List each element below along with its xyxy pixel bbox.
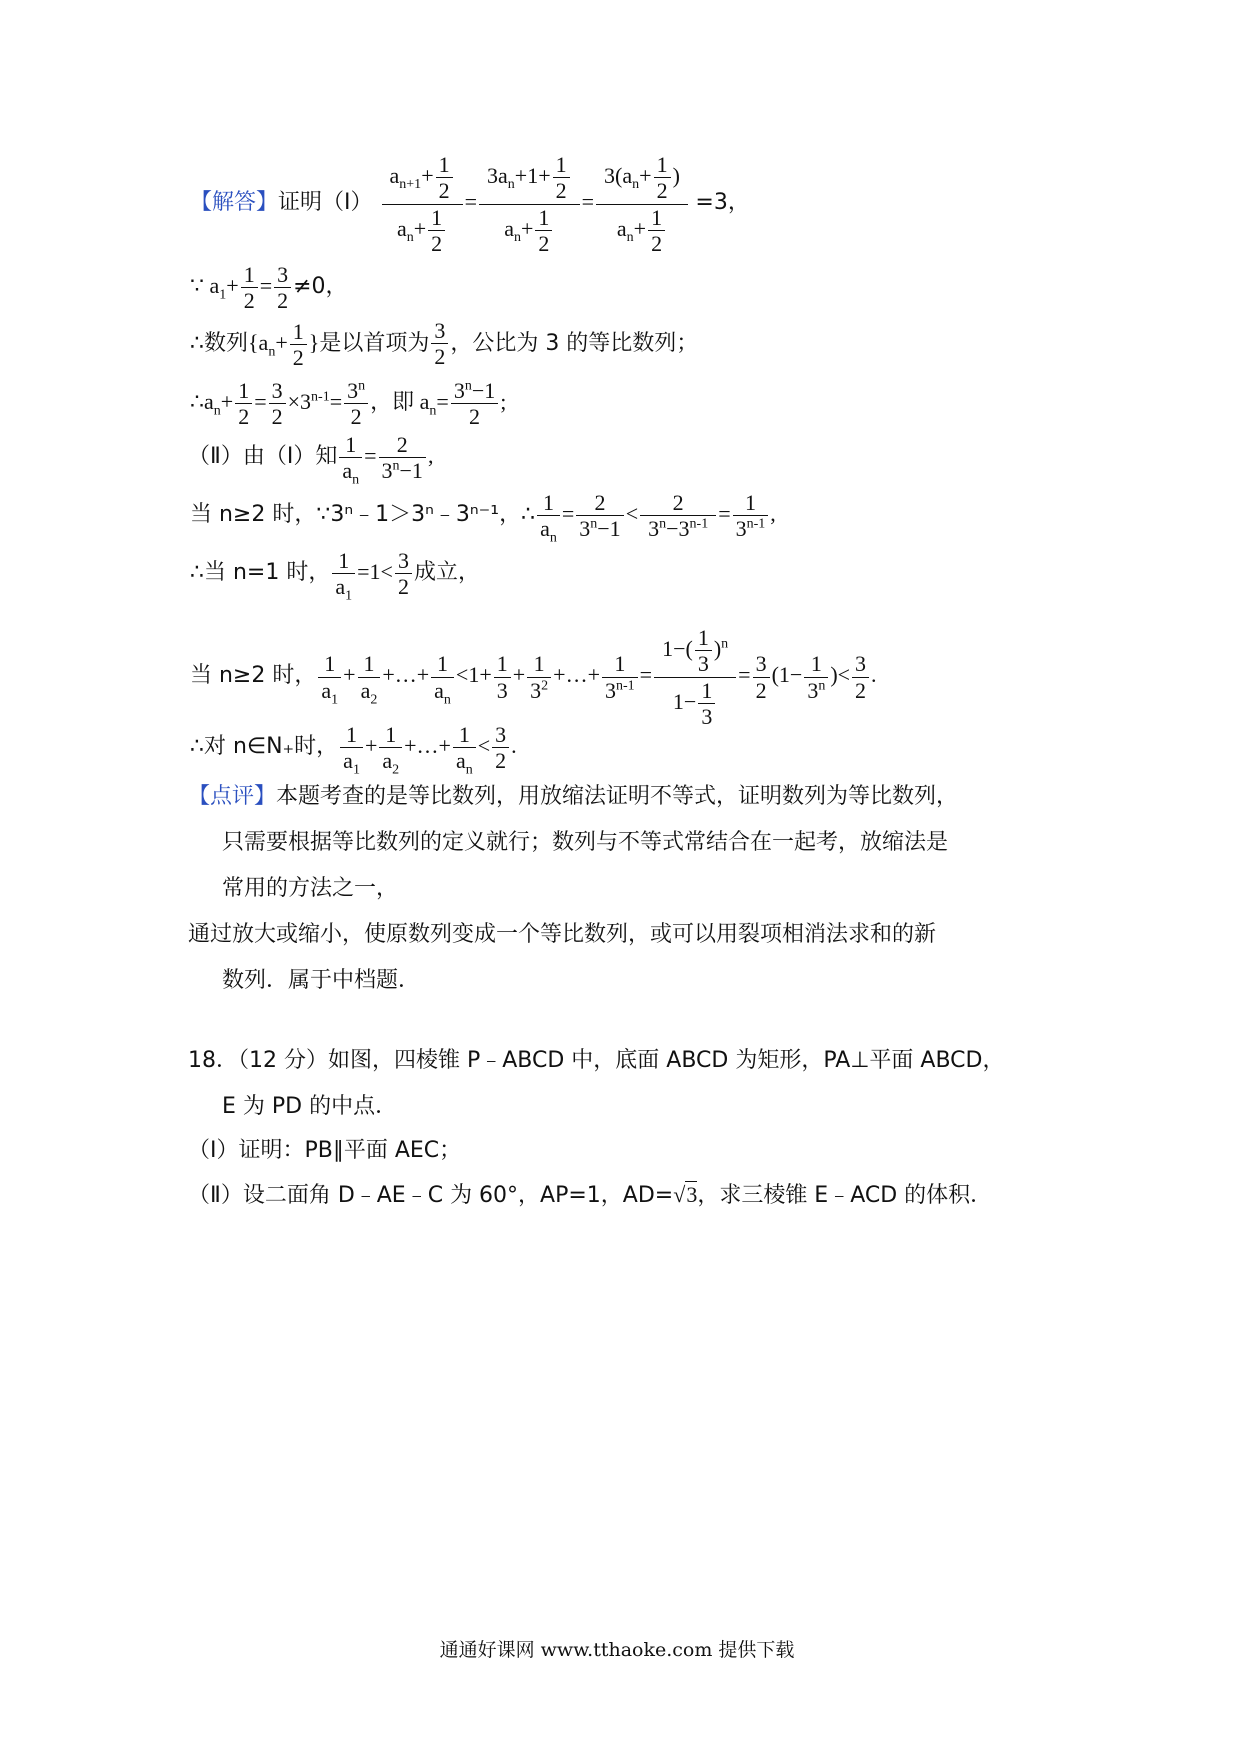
line5-pre: （Ⅱ）由（Ⅰ）知 xyxy=(188,443,338,469)
problem18-line-2: E 为 PD 的中点． xyxy=(222,1094,398,1119)
conclusion-formula: $\frac{1}{a_1}$ + $\frac{1}{a_2}$ +…+ $\frac{1}{a_n}$ < $\frac{3}{2}$ . xyxy=(338,733,516,758)
sqrt-formula: √3 xyxy=(673,1182,698,1207)
line2-tail: ≠0， xyxy=(293,273,348,299)
part2-pre: （Ⅱ）设二面角 D﹣AE﹣C 为 60°，AP=1，AD= xyxy=(188,1183,674,1208)
line3-pre: ∴数列 xyxy=(190,330,248,356)
solution-tag: 【解答】 xyxy=(190,190,279,216)
sum-bound-formula: $\frac{1}{a_1}$ + $\frac{1}{a_2}$ +…+ $\frac{1}{a_n}$ <1+ $\frac{1}{3}$ + $\frac{1}{3^2}$ +…+ $\frac{1}{3^{n-1}}$ = 1−( $\frac{1}{3}$ )$^n$ 1− $\frac{1}{3}$ = $\frac{3}{2}$ (1− $\frac{1}{3^n}$ )< $\frac{3}{2}$ . xyxy=(316,662,876,687)
line9-pre: ∴对 n∈N₊时， xyxy=(190,733,339,759)
a1-formula: ∵ $a_1+$ $\frac{1}{2}$ = $\frac{3}{2}$ xyxy=(190,273,293,298)
line7-pre: ∴当 n=1 时， xyxy=(190,559,331,585)
review-line-5: 数列．属于中档题． xyxy=(222,968,421,993)
line3-post: ，公比为 3 的等比数列； xyxy=(450,330,699,356)
solution-line-4 xyxy=(190,378,506,430)
solution-line-9 xyxy=(190,722,517,778)
review-line-4: 通过放大或缩小，使原数列变成一个等比数列，或可以用裂项相消法求和的新 xyxy=(188,922,937,947)
problem18-part-1: （Ⅰ）证明：PB∥平面 AEC； xyxy=(188,1138,462,1163)
problem18-line-1: 18．（12 分）如图，四棱锥 P﹣ABCD 中，底面 ABCD 为矩形，PA⊥平面 ABCD， xyxy=(188,1048,1005,1073)
line6-pre: 当 n≥2 时，∵3ⁿ﹣1＞3ⁿ﹣3ⁿ⁻¹，∴ xyxy=(190,501,536,527)
review-line-1 xyxy=(188,786,958,808)
solution-line-5 xyxy=(188,432,434,488)
line3-mid: 是以首项为 xyxy=(319,330,430,356)
ratio-formula: $a_{n+1}+$ $\frac{1}{2}$ $a_n+$ $\frac{1}{2}$ = $3a_n+1+$ $\frac{1}{2}$ $a_n+$ $\frac{1}{2}$ = $3(a_n+$ $\frac{1}{2}$ ) $a_n+$ $\frac{1}{2}$ xyxy=(380,189,696,214)
line8-pre: 当 n≥2 时， xyxy=(190,663,317,689)
seq-formula: {$a_n+$ $\frac{1}{2}$ } xyxy=(248,318,320,371)
solution-line-6 xyxy=(190,490,776,546)
review-line-2: 只需要根据等比数列的定义就行；数列与不等式常结合在一起考，放缩法是 xyxy=(222,830,949,855)
reciprocal-formula: $\frac{1}{a_n}$ = $\frac{2}{3^n-1}$ , xyxy=(337,443,433,468)
review-tag: 【点评】 xyxy=(188,784,277,809)
solution-line-2 xyxy=(190,262,348,314)
bound-formula: $\frac{1}{a_n}$ = $\frac{2}{3^n-1}$ < $\frac{2}{3^n-3^{n-1}}$ = $\frac{1}{3^{n-1}}$ , xyxy=(535,501,776,526)
review-line-3: 常用的方法之一， xyxy=(222,876,399,901)
eq1-tail: =3， xyxy=(695,190,750,216)
sqrt-arg: 3 xyxy=(686,1182,698,1207)
review-text-1: 本题考查的是等比数列，用放缩法证明不等式，证明数列为等比数列， xyxy=(276,784,959,809)
solution-line-1 xyxy=(190,152,750,256)
solution-line-7 xyxy=(190,548,480,604)
n1-formula: $\frac{1}{a_1}$ =1< $\frac{3}{2}$ xyxy=(330,559,414,584)
general-term-formula: $\therefore a_n+$ $\frac{1}{2}$ = $\frac{3}{2}$ $\times 3^{n-1}=$ $\frac{3^n}{2}$ xyxy=(190,389,370,414)
solution-intro: 证明（Ⅰ） xyxy=(278,190,373,216)
part2-post: ，求三棱锥 E﹣ACD 的体积． xyxy=(697,1183,993,1208)
line7-post: 成立， xyxy=(413,559,480,585)
line4-mid: ，即 xyxy=(370,389,415,415)
an-formula: $a_n=$ $\frac{3^n-1}{2}$ ; xyxy=(414,378,507,430)
first-term-frac: $\frac{3}{2}$ xyxy=(431,318,448,370)
page-footer: 通通好课网 www.tthaoke.com 提供下载 xyxy=(439,1639,795,1661)
problem18-part-2 xyxy=(188,1184,992,1207)
solution-line-8 xyxy=(190,625,877,729)
solution-line-3 xyxy=(190,318,698,371)
